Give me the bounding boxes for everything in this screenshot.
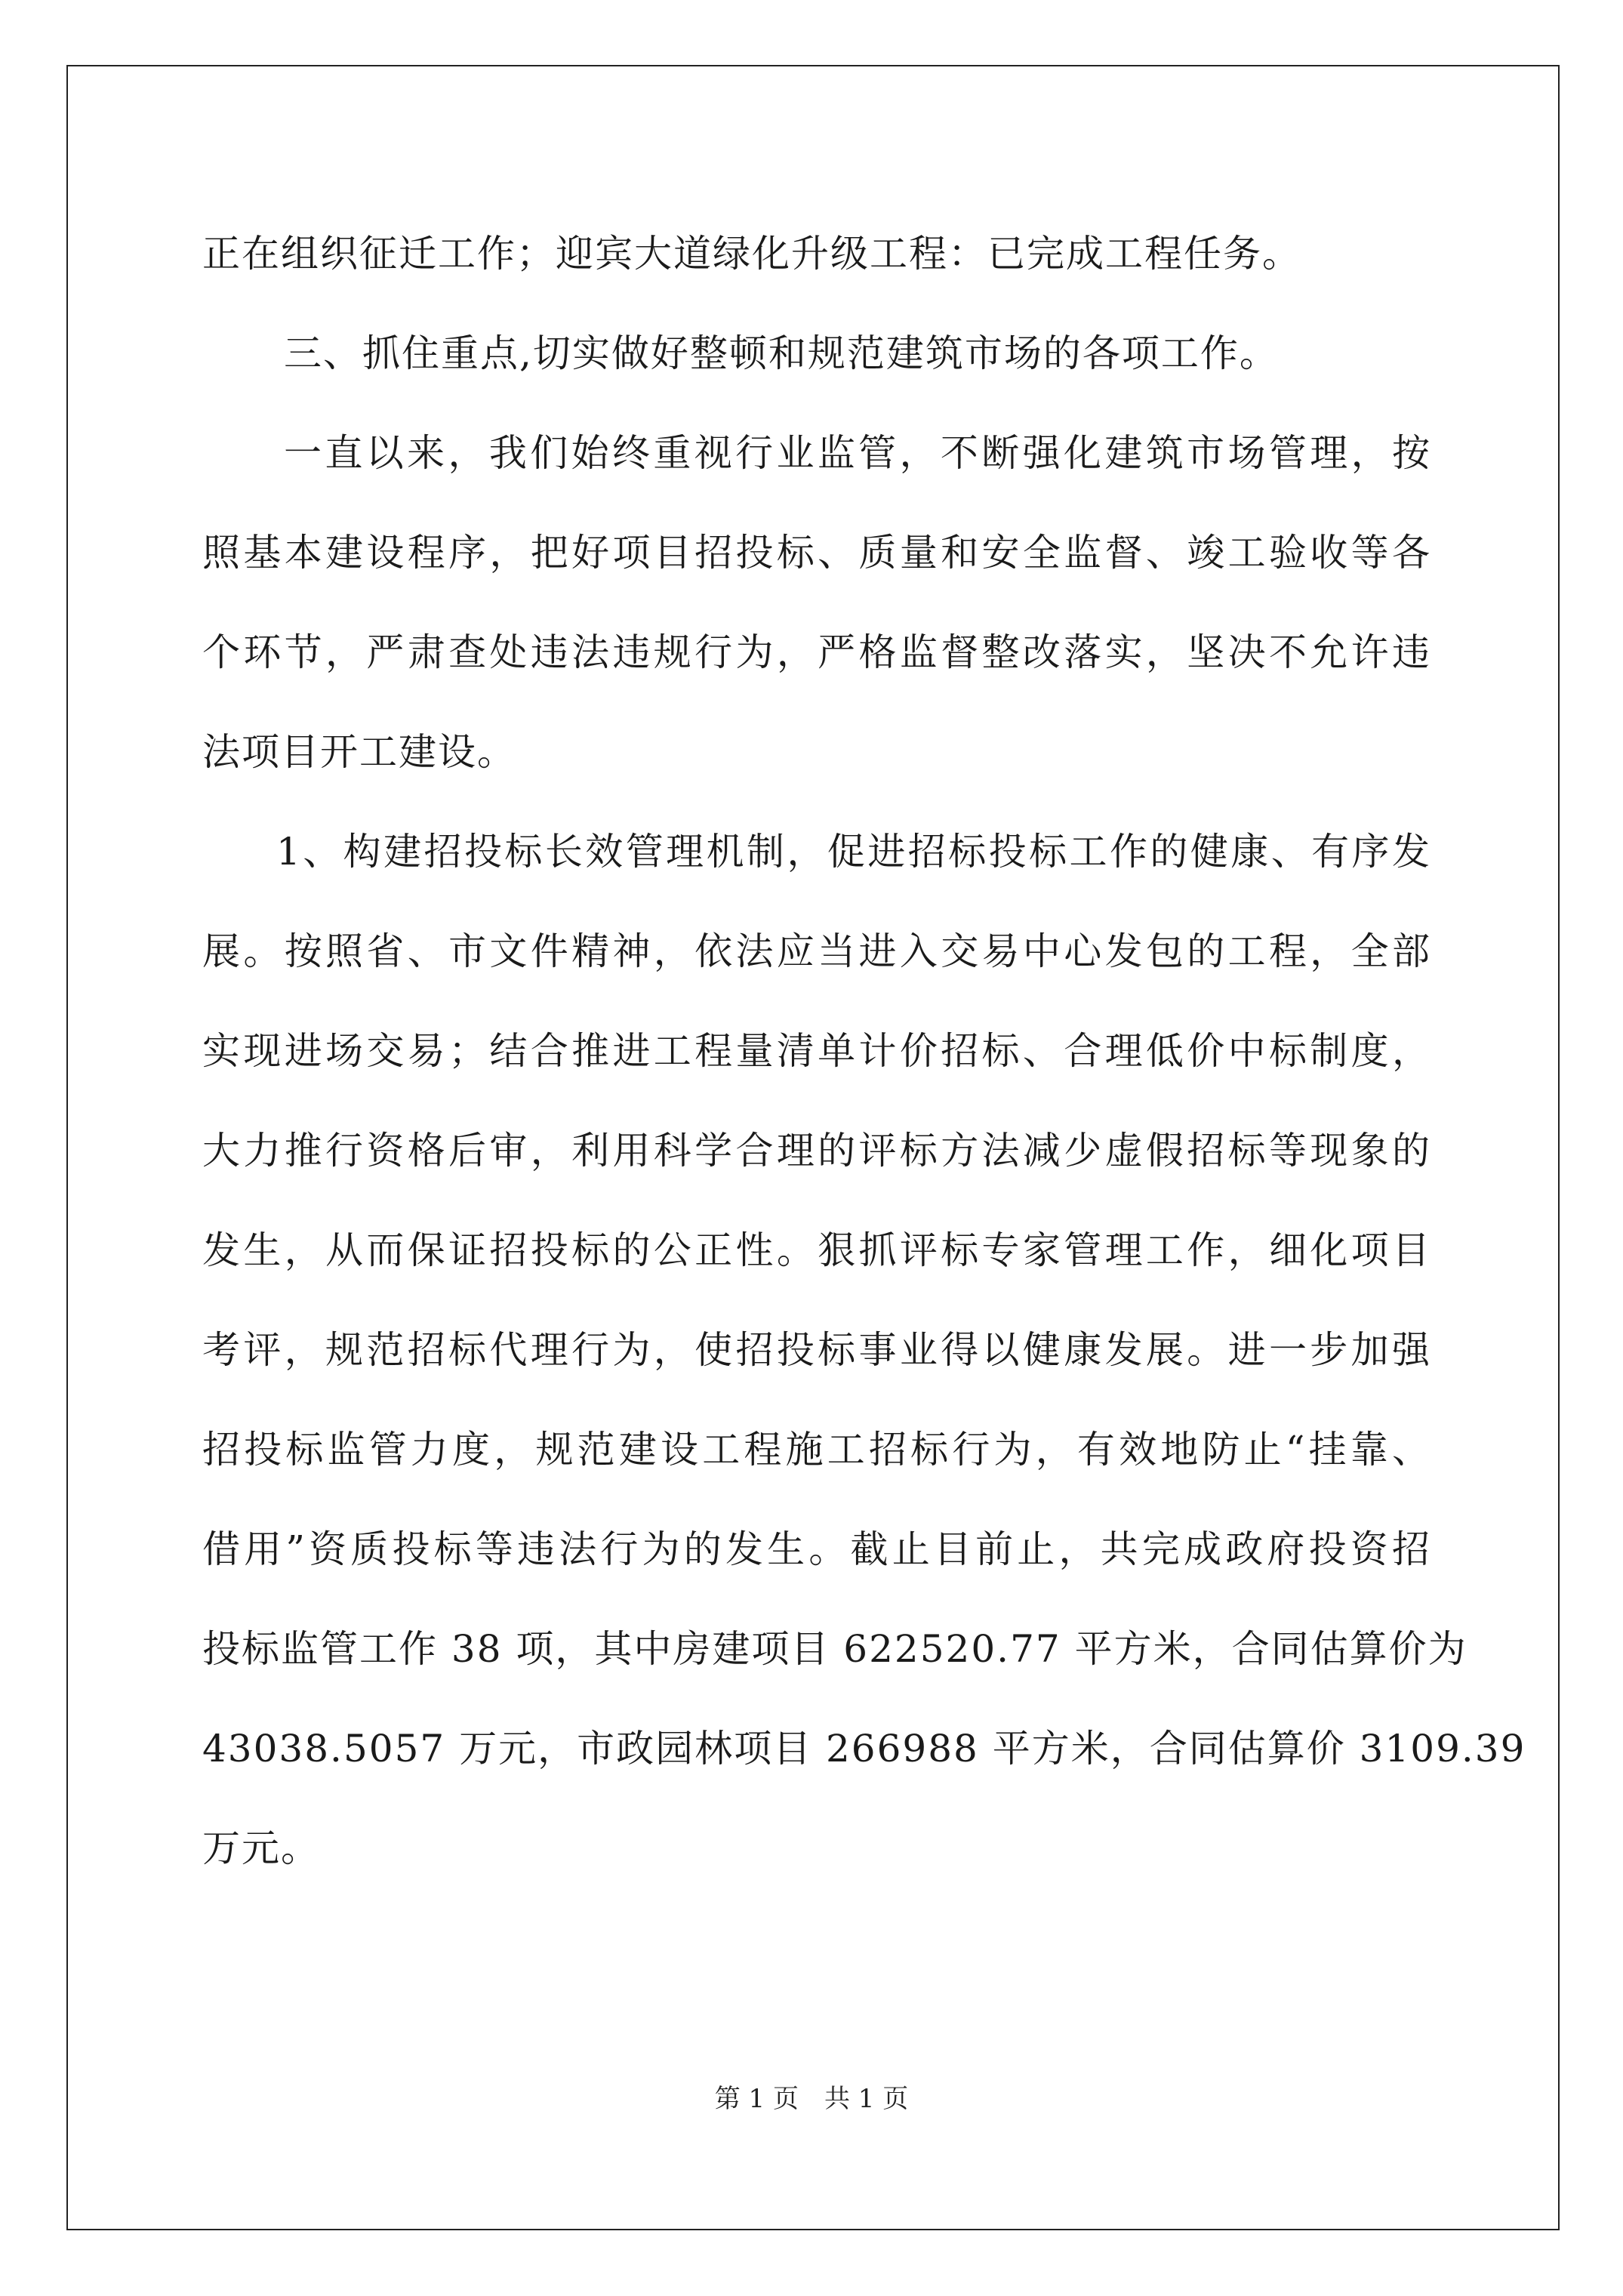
text-line: 展。按照省、市文件精神，依法应当进入交易中心发包的工程，全部	[202, 929, 1431, 973]
text-line: 招投标监管力度，规范建设工程施工招标行为，有效地防止“挂靠、	[202, 1428, 1431, 1472]
text-line: 实现进场交易；结合推进工程量清单计价招标、合理低价中标制度，	[202, 1029, 1431, 1073]
text-line: 一直以来，我们始终重视行业监管，不断强化建筑市场管理，按	[284, 431, 1431, 475]
text-line: 照基本建设程序，把好项目招投标、质量和安全监督、竣工验收等各	[202, 531, 1431, 575]
text-line: 1、构建招投标长效管理机制，促进招标投标工作的健康、有序发	[276, 830, 1431, 874]
text-line: 投标监管工作 38 项，其中房建项目 622520.77 平方米，合同估算价为	[202, 1627, 1467, 1671]
text-line: 万元。	[202, 1826, 320, 1870]
text-line: 大力推行资格后审，利用科学合理的评标方法减少虚假招标等现象的	[202, 1129, 1431, 1173]
text-line: 借用”资质投标等违法行为的发生。截止目前止，共完成政府投资招	[202, 1527, 1431, 1571]
text-line: 考评，规范招标代理行为，使招投标事业得以健康发展。进一步加强	[202, 1328, 1431, 1372]
text-line: 法项目开工建设。	[202, 730, 516, 774]
text-line: 发生，从而保证招投标的公正性。狠抓评标专家管理工作，细化项目	[202, 1228, 1431, 1272]
text-line: 正在组织征迁工作；迎宾大道绿化升级工程：已完成工程任务。	[202, 232, 1301, 276]
text-line: 个环节，严肃查处违法违规行为，严格监督整改落实，坚决不允许违	[202, 630, 1431, 674]
page-number: 第 1 页 共 1 页	[714, 2084, 909, 2114]
document-body	[202, 204, 1526, 1898]
text-line: 43038.5057 万元，市政园林项目 266988 平方米，合同估算价 3109.39	[202, 1727, 1526, 1771]
section-heading: 三、抓住重点,切实做好整顿和规范建筑市场的各项工作。	[284, 331, 1279, 375]
